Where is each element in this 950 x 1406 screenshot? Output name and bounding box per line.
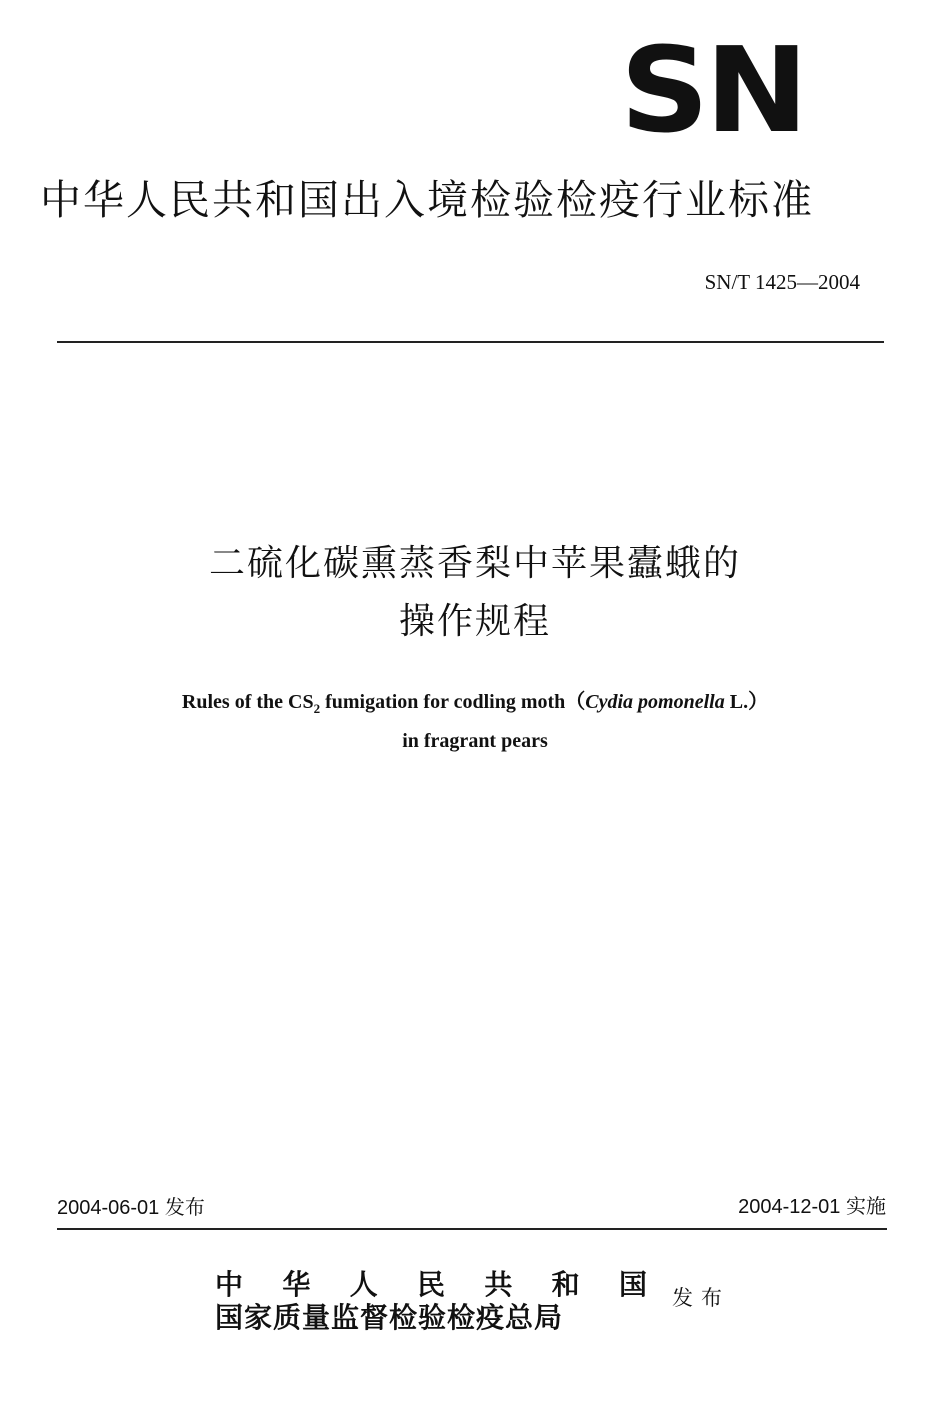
sn-logo: SN xyxy=(620,21,805,159)
chinese-title xyxy=(40,535,910,651)
issuer-line-1 xyxy=(215,1268,647,1301)
species-name: Cydia pomonella xyxy=(585,691,725,713)
issuer-char: 中 xyxy=(215,1268,244,1301)
english-title-part-1: Rules of the CS xyxy=(181,691,314,713)
issuer-char: 民 xyxy=(416,1268,445,1301)
footer-divider xyxy=(57,1228,887,1230)
issuer-char: 和 xyxy=(551,1268,580,1301)
issuer-block xyxy=(215,1268,647,1334)
effective-date: 2004-12-01 实施 xyxy=(738,1196,886,1218)
english-title-part-3: L.） xyxy=(724,691,769,713)
chinese-title-line-2: 操作规程 xyxy=(398,601,551,642)
issuer-char: 人 xyxy=(349,1268,378,1301)
issue-date: 2004-06-01 发布 xyxy=(57,1197,205,1219)
issuer-char: 共 xyxy=(484,1268,513,1301)
issuing-authority-title: 中华人民共和国出入境检验检疫行业标准 xyxy=(40,176,814,224)
english-title xyxy=(40,686,910,758)
english-title-line-1 xyxy=(40,686,910,725)
english-title-line-2: in fragrant pears xyxy=(402,730,548,752)
chinese-title-line-1: 二硫化碳熏蒸香梨中苹果蠹蛾的 xyxy=(208,543,741,584)
issuer-char: 华 xyxy=(282,1268,311,1301)
issuer-line-2: 国家质量监督检验检疫总局 xyxy=(215,1301,564,1334)
standard-number: SN/T 1425—2004 xyxy=(704,270,860,294)
english-title-part-2: fumigation for codling moth（ xyxy=(320,691,586,713)
issue-label: 发布 xyxy=(672,1286,730,1310)
issuer-char: 国 xyxy=(618,1268,647,1301)
header-divider xyxy=(57,341,884,343)
english-title-subscript: 2 xyxy=(313,701,321,716)
